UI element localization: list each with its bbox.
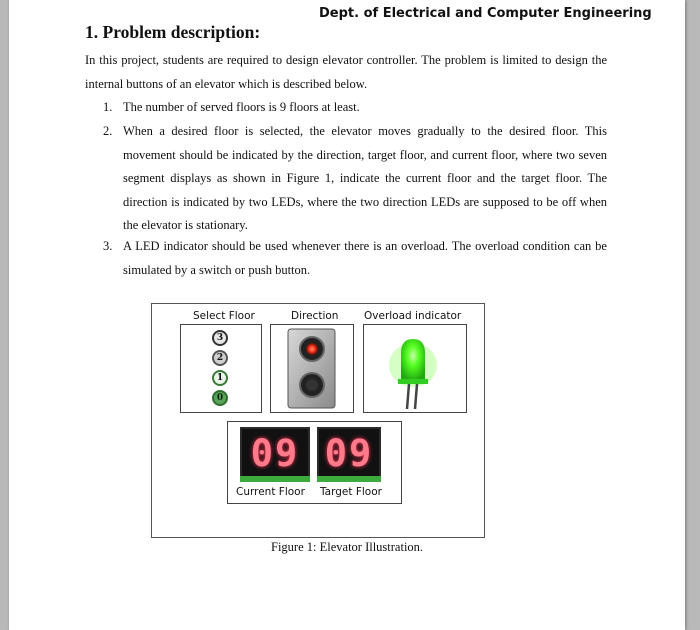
- figure-elevator-illustration: [151, 303, 485, 538]
- figure-caption: Figure 1: Elevator Illustration.: [271, 540, 424, 554]
- overload-indicator-label: Overload indicator: [364, 310, 462, 322]
- section-title: 1. Problem description:: [85, 22, 261, 42]
- display-base-strip: [317, 476, 381, 482]
- floor-button-column: [212, 330, 230, 410]
- list-number: 1.: [103, 100, 113, 114]
- direction-label: Direction: [291, 310, 339, 322]
- list-text: A LED indicator should be used whenever there is an overload. The overload condition can be simulated by a switch or push button.: [123, 239, 607, 277]
- current-floor-display: 09: [240, 427, 310, 480]
- select-floor-label: Select Floor: [193, 310, 255, 322]
- seven-segment-panel: [227, 421, 402, 504]
- green-led-icon: [364, 325, 466, 412]
- floor-2-button[interactable]: 2: [212, 350, 228, 366]
- page-header: Dept. of Electrical and Computer Engineering: [319, 6, 652, 21]
- current-floor-label: Current Floor: [236, 486, 305, 498]
- document-page: [9, 0, 685, 630]
- target-floor-display: 09: [317, 427, 381, 480]
- list-number: 2.: [103, 124, 113, 138]
- list-text: When a desired floor is selected, the elevator moves gradually to the desired floor. This movement should be indicated by the direction, target floor, and current floor, where two seven segment displays as shown in Figure 1, indicate the current floor and the target floor. The direction is indicated by two LEDs, where the two direction LEDs are supposed to be off when the elevator is stationary.: [123, 124, 607, 232]
- floor-1-button[interactable]: 1: [212, 370, 228, 386]
- floor-0-button[interactable]: 0: [212, 390, 228, 406]
- floor-button-panel: [180, 324, 262, 413]
- list-number: 3.: [103, 239, 113, 253]
- intro-paragraph: In this project, students are required to design elevator controller. The problem is limited to design the internal buttons of an elevator which is described below.: [85, 53, 607, 91]
- floor-3-button[interactable]: 3: [212, 330, 228, 346]
- display-base-strip: [240, 476, 310, 482]
- overload-indicator-panel: [363, 324, 467, 413]
- direction-panel: [270, 324, 354, 413]
- target-floor-label: Target Floor: [320, 486, 382, 498]
- direction-leds-icon: [271, 325, 353, 412]
- list-text: The number of served floors is 9 floors at least.: [123, 100, 360, 114]
